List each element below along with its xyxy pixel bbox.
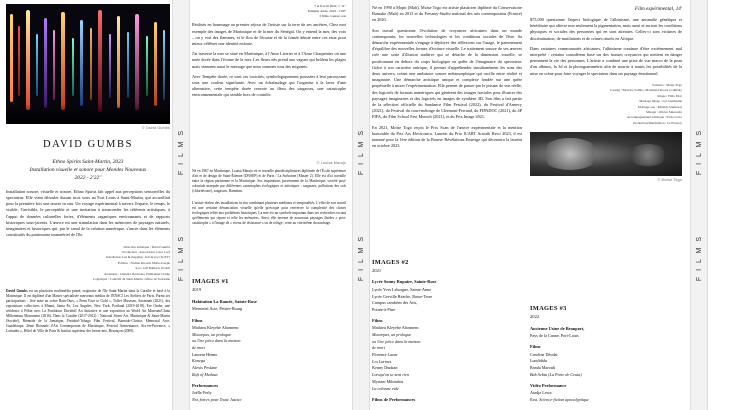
column-film-75000 — [530, 0, 682, 182]
images-title: IMAGES #3 — [530, 304, 567, 312]
films-rail-middle — [352, 0, 370, 410]
performer-name: Joëlle Ferly — [192, 390, 212, 396]
performances-heading: Performances — [192, 382, 219, 388]
images-block-perf-films — [372, 397, 522, 403]
film-title: ou Une pièce dans la maison — [192, 338, 241, 344]
film-line: Tempête dorée, 2022 - 1'09" — [307, 8, 346, 13]
credit-line: Édition : Nadine Ricardo Marie-Joseph — [118, 260, 170, 265]
film-header — [192, 4, 346, 18]
work-title-line2: Installation visuelle et sonore pour Mondes Nouveaux — [29, 166, 147, 173]
photo-credit: © Louisa Marajo — [316, 160, 346, 165]
images-title: IMAGES #2 — [372, 258, 409, 266]
credit-line: Montage image : Lys Guillaume — [639, 99, 682, 104]
images-year: 2022 — [530, 314, 540, 320]
films-heading: Films — [192, 317, 203, 323]
film-artist: Caroline Déodat — [530, 351, 558, 357]
performance-title: Exst. Science-fiction apocalyptique — [530, 396, 589, 402]
film-artist: Mathieu Kleyebe Abonnenc — [192, 324, 239, 330]
paragraph: Son travail questionne l'évolution de croyances africaines dans un monde contemporain, les nouvelles technologies et les conditions sociales de l'être. Sa démarche expérimentale s'engage à déployer des réflexions sur l'usage, le paternement d'équilibre des nouvelles formes d'écriture visuelle. Le traitement sonore de ses œuvres crée une sorte d'illusion auditive qui se détache de la dimension visuelle, se positionnant en dehors du corps biologique en quête de l'imaginaire du spectateur. Grâce à son caractère onirique, il permet d'appréhender simultanément les sons des deux univers, créant une ambiance sonore métamorphique qui oscille entre réalité et imaginaire. Une démarche artistique unique et complexe fondée sur une quête perpétuelle à mixer l'expérimentation. Elle permet de passer par le prisme de vue réelle, des logiciels de formats numériques qui génèrent des images fractales pour illustrer des paysages imaginaires et des logiciels en images de synthèse 3D. Son film a fait partie de la sélection officielle du Sundance Film Festival (2022), du Festival d'Annecy (2021), du Festival du court-métrage de Clermont-Ferrand, du FIPADOC (2021), du 4P FIFA, du Film School Fest Munich (2021), et du Prix Image 2021. — [372, 27, 522, 120]
credit-line: Production/Distribution : Le Fresnoy — [633, 120, 682, 125]
images-block — [192, 299, 344, 312]
work-title-line3: 2022 - 2'22" — [74, 174, 102, 181]
artist-biography: Né en 1967 en Martinique, Louisa Marajo vit et travaille pluridisciplinaires diplômée de l'École supérieure d'art et de design de Saint-Étienne (DNSEP) et de Paris / La Sorbonne (Master 2). Elle est d'ici travaille entre la région parisienne et la Martinique. Ses inspirations proviennent de la Martinique, société post-coloniale marquée par différentes catastrophes écologiques et artistiques : sargasses, pollutions des sols (chlordécone), sargasses, Ramdom. — [192, 168, 346, 193]
performance-title: Nos forces pour Toute Justice — [192, 396, 242, 402]
venue-line: Lycée Gerville Réache, Basse-Terre — [372, 293, 433, 299]
paragraph: En 2021, Moise Togo reçoit le Prix Scan de l'œuvre expérimentale et la mention honorable du Prix Ars Electronica. Lauréat du Prix ICART Artistik Reco 2023, il est nommé pour la 1ère édition de la Bourse Révélations Emerige qui décernera la lauréat en octobre 2023. — [372, 124, 522, 149]
images-section-1 — [192, 277, 344, 408]
images-block-films — [372, 318, 522, 392]
light-streaks — [6, 4, 170, 124]
films-rail-label: F I L M S — [357, 128, 365, 175]
photo-credit: © Moïse Togo — [657, 177, 682, 182]
column-artist — [6, 0, 170, 334]
images-block-films — [192, 318, 344, 378]
venue-line: Pointe-à-Pitre — [372, 306, 396, 312]
paragraph: $75,000 questionne l'aspect biologique de l'albinisme, une anomalie génétique et héréditaire qui affecte non seulement la pigmentation, mais aussi et surtout les conditions physiques et sociales des personnes qui en sont atteintes. Celles-ci sont victimes de discrimination, de mutilations et de crimes rituels en Afrique. — [530, 17, 682, 41]
credit-line: Logistique : Collectif de Saint-Martin, Office de Tourisme — [93, 277, 170, 282]
films-rail-label: F I L M S — [357, 235, 365, 282]
artwork-photo — [6, 4, 170, 124]
venue-name: Ancienne Usine de Beauport, — [530, 325, 585, 331]
film-title: Bab Sebta (La Porte de Ceuta) — [530, 371, 582, 377]
images-block-video-performance — [530, 383, 682, 403]
images-block — [372, 279, 522, 313]
film-artist: Laurent Henno — [192, 351, 218, 357]
credit-line: Montage son : Mélanie Vaumoret — [637, 104, 682, 109]
films-rail-label: F I L M S — [695, 128, 703, 175]
images-year: 2019 — [192, 287, 202, 293]
films-rail-left — [172, 0, 190, 410]
credit-line: Assistants : Chandra Ravinoka, Emmanuel Clarke — [103, 271, 170, 276]
venue-line: Pays de la Canne, Port-Louis — [530, 333, 579, 339]
films-heading: Films — [530, 344, 541, 350]
credit-line: Scénario : Moïse Togo — [652, 82, 682, 87]
venue-name: Lycée Sonny Rupaire, Sainte-Rose — [372, 279, 437, 285]
films-rail-right — [690, 0, 708, 410]
films-rail-label: F I L M S — [695, 235, 703, 282]
films-rail-label: F I L M S — [177, 128, 185, 175]
artist-bio-name: David Gumbs — [6, 289, 28, 294]
credit-line: Son : Jeff Baillard, Ovaldi — [135, 266, 170, 271]
film-line: 3 films couleur, son — [319, 13, 346, 18]
work-description: Installation sonore, visuelle et sonore, Ethno Spirits fait appel aux perceptions sensorielles du spectateur. Elle vient dérouler durant trois soirs au Fort Louis à Saint-Martin, qui accueillait pour la première fois une œuvre in situ. Un voyage expérimental à travers l'espace, le temps, le visible, l'invisible, le perceptible et une invitation à transcender les référents artistiques, à l'appui de données culturelles fortes, d'éléments organiques environnants et de rapports historiques sous-jacents. L'œuvre est une stimulation dans les mémoires de paysages naturels, imaginaires et historiques qui, par le canal de la création numérique, s'ancre dans les éléments constitutifs du patrimoine immatériel de l'île. — [6, 188, 170, 238]
paragraph: Avec Tempête dorée, ce sont ces toxicités, symbologiquement poussées à leur paroxysme sous une couleur signifiante. Avec un échafaudage qui l'organise à la laver d'une alternative, cette tempête dorée renvoie au fléau des sargasses, une catastrophe environnementale qui semble hors de contrôle. — [192, 73, 346, 98]
paragraph: J'ai traversé la mer se situe en Martinique, à l'Anse Lierrier et à l'Anse Charpentier où une nuée dorée dans l'écume de la mer. Les fleurs nés prend aux vagues qui brûlent les plages mais viennent aussi le message que nous sommes tous des migrants. — [192, 51, 346, 69]
film-title: Raft of Medusa — [192, 371, 218, 377]
film-artist: Alexis Peskine — [192, 365, 218, 371]
artist-biography-2: L'artiste réalise des installations in situ combinant plusieurs médiums et temporalités. L'effet de son travail est une certaine dénonciation visuelle qu'elle provoque pour renverser la complexité des choses écologiques reliés aux problèmes historiques. La mer est un symbole important dans ses recherches en tant qu'éléments qui sépare et relie les mémoires. Ainsi, elle invente de nouveaux paysages fluides « post-catastrophe » à l'image de « voeux de résistance » ou de refuge ; tenir au vite même du naufrage. — [192, 200, 346, 225]
credit-line: Direction artistique : David Gumbs — [123, 244, 170, 249]
film-title: Lundidida — [530, 358, 548, 364]
credit-line: Installation Led & mapping : Kévin Joy (In-EY) — [106, 255, 170, 260]
film-title: Les Larmes — [372, 358, 392, 364]
film-artist: Mathieu Kleyebe Abonnenc — [372, 325, 419, 331]
work-title — [6, 158, 170, 182]
artist-biography — [6, 289, 170, 334]
film-artist: Kenny Dunkan — [372, 365, 398, 371]
paragraph: Réalisés en hommage au premier séjour de l'artiste sur la terre de ses ancêtres, Chez moi exemple des images de Martinique et de la mer du Sénégal. On y entend la mer, des voix – on y voit des flammes, et le flou de l'écume et de la fumée démie entre ces eaux pour mieux célébrer une identité enfouie. — [192, 22, 346, 46]
section-heading: Film expérimental, 14' — [634, 6, 682, 12]
paragraph: Né en 1990 à Mopti (Mali), Moïse Togo est artiste plasticien diplômé du Conservatoire Bamako (Mali) en 2013 et du Fresnoy-Studio national des arts contemporains (France) en 2020. — [372, 5, 522, 23]
films-heading: Films — [372, 317, 383, 323]
film-title: Lorsqu'on se sent rien — [372, 372, 410, 378]
film-title: La colonne vide — [372, 385, 399, 391]
film-title: Konega — [192, 358, 206, 364]
column-marajo — [192, 0, 346, 230]
credit-line: Mixage : Olivier Mauvezin — [646, 110, 682, 115]
venue-name: Habitation La Ramée, Sainte-Rose — [192, 299, 257, 305]
photo-credit: © David Gumbs — [141, 125, 170, 130]
film-title: Macarpas, un prologue — [192, 331, 232, 337]
column-togo — [372, 0, 522, 153]
images-block-films — [530, 344, 682, 378]
film-still-photo — [530, 132, 682, 176]
film-title: ou Une pièce dans la maison — [372, 338, 421, 344]
credit-line: Accompagnement artistique : Pacle Corto — [626, 115, 682, 120]
page-title: DAVID GUMBS — [42, 138, 134, 150]
films-rail-label: F I L M S — [177, 235, 185, 282]
venue-line: Campus carabéen des Arts, — [372, 300, 418, 306]
images-year: 2021 — [372, 267, 382, 273]
video-performance-heading: Vidéo Performance — [530, 382, 567, 388]
images-block — [530, 326, 682, 339]
film-artist: Florence Lazar — [372, 352, 398, 358]
credit-line: Casting : Beatrice Sombo, Mohamed Traoré Coulibaly — [609, 88, 682, 93]
images-title: IMAGES #1 — [192, 278, 229, 286]
venue-line: Memorial Acte, Petites-Bourg — [192, 306, 243, 312]
credits-list — [6, 245, 170, 283]
images-section-3 — [530, 304, 682, 408]
film-artist: Myriam Mihindou — [372, 378, 404, 384]
film-artist: Randa Maroufi — [530, 365, 556, 371]
images-block-performances — [192, 383, 344, 403]
film-title: Macarpas, un prologue — [372, 332, 412, 338]
artist-bio-text: est un plasticien multimédia primé, originaire de l'île Saint-Martin dans la Caraïbe et basé à la Martinique. Il est diplômé d'un Master spécialisée nouveaux médias de l'ENSCI Les Ateliers de Paris. Parmi ses participations : 1ère mise en scène Bain-Ours, « Prem Face to Gold », Toffer Museum, Savannah (2021), des expositions collectives à Miami, Santa Fe, Los Angeles, New York, Portland (2019-2018), Ere Ombe, une résidence à Pékin avec La Fondation Davidoff Art Initiative et une exposition au World Art Museum/China Millennium Monument (2016). Dans la Caraïbe (2017-2012) : National Street Art, Martinique & Saint-Martin (Société), Biennale de la Jamaïque, Pintobal-Tobago Film Festival, Barnado-Christa, Mémorial Acte, Guadeloupe, 2ème Biennale d'Art Contemporain de Martinique, Festival Artmemance, Aix-en-Provence, « Latitudes », Hôtel de Ville de Paris & Institut supérieur des beaux-arts, Besançon (2009). — [6, 289, 170, 334]
images-section-2 — [372, 258, 522, 409]
film-title: de mort — [192, 345, 205, 350]
credit-line: Image : Félix Moy — [657, 93, 682, 98]
work-title-line1: Ethno Spirits Saint-Martin, 2023 — [52, 158, 124, 165]
credit-line: Production : Association Color Leaf — [122, 250, 170, 255]
performance-films-heading: Films de Performances — [372, 396, 416, 402]
venue-line: Lycée Yves Leborgne, Sainte-Anne — [372, 286, 432, 292]
performer-name: Atadja Lewa — [530, 390, 552, 396]
paragraph: Dans certaines communautés africaines, l'albinisme continue d'être extrêmement mal interprété : certains considèrent basé sur des fausses croyances qui mettent en danger permanent la vie des personnes. L'artiste a combiné une prise de vue macro de la peau d'un albinos, la 3d et la photogrammétrie afin de nourrir à toutes les possibilités de la mise en scène pour faire voyager le spectateur dans un paysage émotionnel. — [530, 45, 682, 76]
credits-list — [530, 83, 682, 126]
film-line: 7 et 8 avril 2022, 1' 11" — [314, 4, 346, 8]
film-title: de mort — [372, 345, 385, 351]
